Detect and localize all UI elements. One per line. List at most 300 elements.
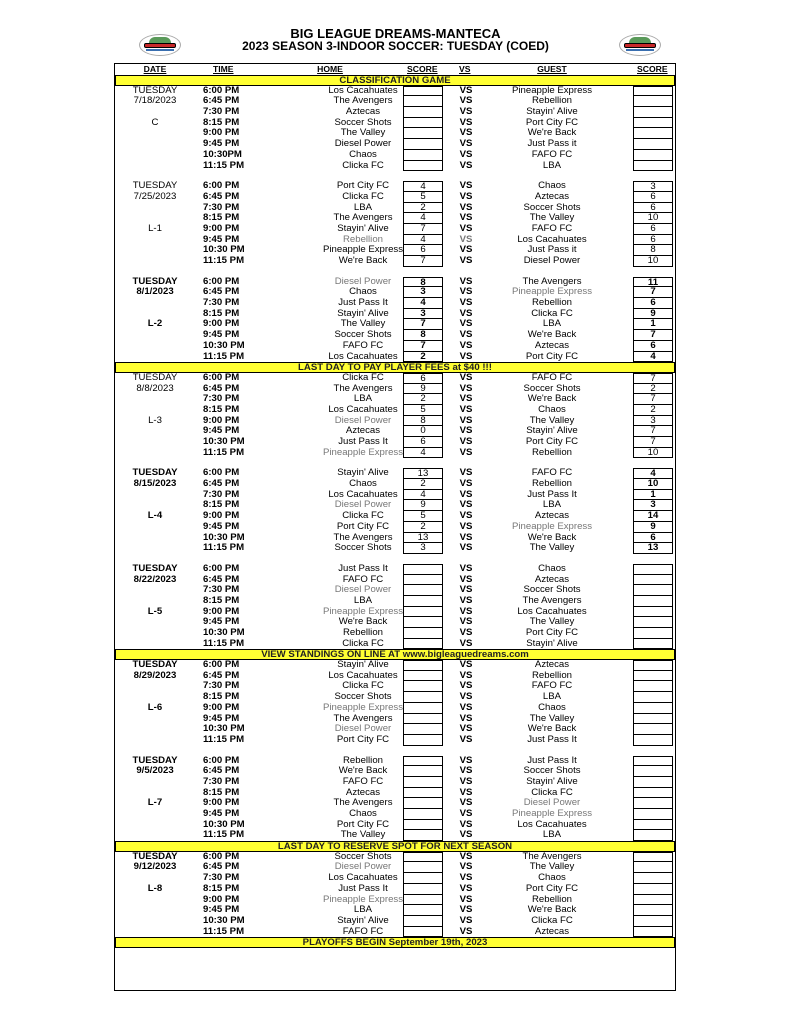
game-time: 9:45 PM — [203, 616, 240, 628]
home-team: Los Cacahuates — [328, 84, 398, 96]
vs-label: VS — [459, 797, 473, 809]
home-team: We're Back — [338, 255, 388, 266]
game-row — [115, 319, 675, 330]
guest-score: 7 — [633, 330, 673, 341]
game-row — [115, 724, 675, 735]
home-score: 7 — [403, 319, 443, 330]
guest-score — [633, 884, 673, 895]
vs-label: VS — [459, 436, 473, 447]
guest-team: Aztecas — [534, 573, 570, 585]
home-score: 2 — [403, 522, 443, 533]
home-team: LBA — [353, 594, 373, 606]
game-time: 11:15 PM — [203, 446, 245, 458]
guest-team: Soccer Shots — [523, 201, 581, 213]
home-team: Clicka FC — [342, 637, 384, 649]
game-time: 11:15 PM — [203, 925, 245, 937]
guest-score — [633, 617, 673, 628]
home-team: Soccer Shots — [334, 116, 392, 128]
game-time: 7:30 PM — [203, 201, 240, 213]
guest-team: Chaos — [538, 701, 566, 713]
game-row — [115, 224, 675, 235]
vs-label: VS — [459, 339, 473, 351]
column-header-score-guest: SCORE — [637, 64, 668, 74]
game-time: 9:45 PM — [203, 808, 240, 819]
game-date: C — [151, 116, 159, 128]
game-date: TUESDAY — [132, 275, 178, 287]
home-team: Clicka FC — [342, 190, 384, 202]
guest-team: We're Back — [527, 393, 577, 405]
guest-team: Soccer Shots — [523, 765, 581, 777]
week-spacer — [115, 554, 675, 564]
game-time: 6:45 PM — [203, 861, 240, 873]
home-team: The Avengers — [333, 712, 393, 724]
game-row — [115, 416, 675, 427]
vs-label: VS — [459, 562, 473, 574]
guest-score — [633, 139, 673, 150]
game-time: 9:45 PM — [203, 520, 240, 532]
home-score — [403, 681, 443, 692]
game-time: 8:15 PM — [203, 403, 240, 415]
home-score — [403, 86, 443, 97]
game-time: 7:30 PM — [203, 297, 240, 309]
home-score: 7 — [403, 341, 443, 352]
vs-label: VS — [459, 594, 473, 606]
guest-score — [633, 681, 673, 692]
guest-score — [633, 756, 673, 767]
home-score — [403, 916, 443, 927]
home-team: Los Cacahuates — [328, 350, 398, 362]
game-time: 6:00 PM — [203, 180, 240, 192]
game-time: 8:15 PM — [203, 116, 240, 128]
home-score: 7 — [403, 224, 443, 235]
game-time: 6:00 PM — [203, 84, 240, 96]
home-score: 4 — [403, 181, 443, 192]
game-time: 6:45 PM — [203, 382, 240, 394]
home-score — [403, 628, 443, 639]
guest-score: 3 — [633, 416, 673, 427]
guest-team: FAFO FC — [531, 371, 573, 383]
vs-label: VS — [459, 627, 473, 638]
guest-team: Diesel Power — [523, 255, 581, 266]
guest-score — [633, 724, 673, 735]
home-score — [403, 830, 443, 841]
home-score — [403, 575, 443, 586]
home-score — [403, 161, 443, 172]
home-team: LBA — [353, 393, 373, 405]
banner-reserve: LAST DAY TO RESERVE SPOT FOR NEXT SEASON — [115, 841, 675, 852]
game-time: 11:15 PM — [203, 733, 245, 745]
guest-team: Aztecas — [534, 510, 570, 522]
league-logo-icon — [139, 34, 181, 56]
guest-team: Aztecas — [534, 659, 570, 671]
guest-score — [633, 862, 673, 873]
home-team: Stayin' Alive — [337, 914, 389, 926]
game-time: 6:00 PM — [203, 467, 240, 479]
guest-score — [633, 607, 673, 618]
week-spacer — [115, 746, 675, 756]
home-team: LBA — [353, 201, 373, 213]
guest-score: 7 — [633, 373, 673, 384]
guest-score: 3 — [633, 500, 673, 511]
game-row — [115, 500, 675, 511]
home-team: Pineapple Express — [323, 446, 403, 458]
game-row — [115, 830, 675, 841]
home-score — [403, 607, 443, 618]
home-score: 4 — [403, 235, 443, 246]
home-team: Soccer Shots — [334, 329, 392, 341]
guest-team: Pineapple Express — [512, 808, 592, 819]
game-row — [115, 852, 675, 863]
guest-score: 7 — [633, 426, 673, 437]
home-team: FAFO FC — [342, 775, 384, 787]
vs-label: VS — [459, 286, 473, 298]
guest-team: The Valley — [529, 616, 575, 628]
guest-score — [633, 895, 673, 906]
vs-label: VS — [459, 861, 473, 873]
home-team: Diesel Power — [334, 414, 392, 426]
game-date: TUESDAY — [132, 659, 178, 671]
home-score: 13 — [403, 468, 443, 479]
game-date: L-3 — [148, 414, 162, 426]
home-score: 13 — [403, 533, 443, 544]
guest-score — [633, 873, 673, 884]
game-date: 8/22/2023 — [133, 573, 177, 585]
guest-score: 10 — [633, 213, 673, 224]
league-logo-icon — [619, 34, 661, 56]
game-row — [115, 820, 675, 831]
guest-score — [633, 639, 673, 650]
vs-label: VS — [459, 914, 473, 926]
home-team: Aztecas — [345, 106, 381, 118]
guest-team: Soccer Shots — [523, 584, 581, 596]
vs-label: VS — [459, 659, 473, 671]
guest-team: LBA — [542, 318, 562, 330]
game-row — [115, 522, 675, 533]
guest-score — [633, 596, 673, 607]
home-score: 2 — [403, 203, 443, 214]
vs-label: VS — [459, 350, 473, 362]
home-team: Los Cacahuates — [328, 669, 398, 681]
home-team: Port City FC — [336, 733, 390, 745]
home-team: Port City FC — [336, 180, 390, 192]
home-team: Los Cacahuates — [328, 488, 398, 500]
guest-team: The Valley — [529, 542, 575, 554]
home-score: 6 — [403, 437, 443, 448]
home-score: 6 — [403, 245, 443, 256]
home-team: FAFO FC — [342, 925, 384, 937]
home-score — [403, 585, 443, 596]
game-date: TUESDAY — [132, 84, 178, 96]
guest-team: Stayin' Alive — [526, 425, 578, 437]
vs-label: VS — [459, 233, 473, 245]
game-time: 9:45 PM — [203, 329, 240, 341]
game-row — [115, 895, 675, 906]
vs-label: VS — [459, 712, 473, 724]
home-score — [403, 862, 443, 873]
game-date: TUESDAY — [132, 180, 178, 192]
guest-score: 10 — [633, 448, 673, 459]
home-team: Just Pass It — [338, 297, 388, 309]
vs-label: VS — [459, 808, 473, 819]
guest-score: 6 — [633, 235, 673, 246]
guest-team: LBA — [542, 499, 562, 511]
game-time: 8:15 PM — [203, 499, 240, 511]
home-team: Chaos — [349, 286, 377, 298]
week-spacer — [115, 171, 675, 181]
home-score — [403, 596, 443, 607]
guest-score — [633, 575, 673, 586]
game-time: 9:00 PM — [203, 222, 240, 234]
home-team: Chaos — [349, 478, 377, 490]
home-score: 4 — [403, 298, 443, 309]
guest-score: 6 — [633, 341, 673, 352]
banner-playoffs: PLAYOFFS BEGIN September 19th, 2023 — [115, 937, 675, 948]
guest-score — [633, 766, 673, 777]
game-time: 9:45 PM — [203, 233, 240, 245]
game-time: 10:30 PM — [203, 339, 245, 351]
guest-team: Stayin' Alive — [526, 775, 578, 787]
guest-team: Stayin' Alive — [526, 637, 578, 649]
guest-score: 6 — [633, 203, 673, 214]
game-time: 8:15 PM — [203, 212, 240, 224]
game-date: 8/8/2023 — [136, 382, 174, 394]
home-score: 9 — [403, 384, 443, 395]
guest-score: 7 — [633, 287, 673, 298]
home-team: The Avengers — [333, 95, 393, 107]
home-score: 2 — [403, 352, 443, 363]
vs-label: VS — [459, 467, 473, 479]
home-team: Just Pass It — [338, 436, 388, 447]
guest-score — [633, 798, 673, 809]
guest-score: 7 — [633, 437, 673, 448]
game-time: 9:00 PM — [203, 893, 240, 905]
game-time: 8:15 PM — [203, 882, 240, 894]
guest-score — [633, 735, 673, 746]
home-score: 5 — [403, 192, 443, 203]
game-time: 7:30 PM — [203, 488, 240, 500]
guest-score — [633, 916, 673, 927]
column-header-vs: VS — [459, 64, 471, 74]
home-score — [403, 884, 443, 895]
home-score: 3 — [403, 543, 443, 554]
home-team: Stayin' Alive — [337, 307, 389, 319]
game-row — [115, 426, 675, 437]
game-time: 6:45 PM — [203, 190, 240, 202]
vs-label: VS — [459, 882, 473, 894]
guest-score: 6 — [633, 224, 673, 235]
game-time: 11:15 PM — [203, 255, 245, 266]
home-team: Just Pass It — [338, 562, 388, 574]
vs-label: VS — [459, 754, 473, 766]
vs-label: VS — [459, 403, 473, 415]
home-team: Pineapple Express — [323, 893, 403, 905]
game-row — [115, 128, 675, 139]
home-score: 4 — [403, 213, 443, 224]
game-date: TUESDAY — [132, 562, 178, 574]
home-team: Port City FC — [336, 520, 390, 532]
vs-label: VS — [459, 850, 473, 862]
home-score: 4 — [403, 448, 443, 459]
vs-label: VS — [459, 605, 473, 617]
game-time: 9:45 PM — [203, 904, 240, 916]
game-row — [115, 905, 675, 916]
guest-team: Port City FC — [525, 116, 579, 128]
game-time: 6:00 PM — [203, 275, 240, 287]
guest-team: Port City FC — [525, 627, 579, 638]
guest-team: Pineapple Express — [512, 520, 592, 532]
home-team: Soccer Shots — [334, 850, 392, 862]
game-time: 7:30 PM — [203, 106, 240, 118]
vs-label: VS — [459, 818, 473, 830]
vs-label: VS — [459, 701, 473, 713]
guest-team: LBA — [542, 829, 562, 841]
guest-team: LBA — [542, 691, 562, 703]
guest-score: 6 — [633, 192, 673, 203]
guest-team: Rebellion — [531, 478, 572, 490]
game-time: 9:45 PM — [203, 138, 240, 150]
game-date: 7/25/2023 — [133, 190, 177, 202]
guest-score: 9 — [633, 309, 673, 320]
game-time: 7:30 PM — [203, 393, 240, 405]
game-date: TUESDAY — [132, 371, 178, 383]
vs-label: VS — [459, 680, 473, 692]
guest-team: Just Pass It — [527, 488, 577, 500]
game-row — [115, 756, 675, 767]
game-time: 8:15 PM — [203, 691, 240, 703]
home-team: Los Cacahuates — [328, 872, 398, 884]
home-team: LBA — [353, 904, 373, 916]
guest-score: 2 — [633, 405, 673, 416]
guest-team: Clicka FC — [531, 786, 573, 798]
home-score: 8 — [403, 330, 443, 341]
home-score — [403, 873, 443, 884]
vs-label: VS — [459, 371, 473, 383]
guest-score: 11 — [633, 277, 673, 288]
game-row — [115, 617, 675, 628]
vs-label: VS — [459, 95, 473, 107]
home-team: Stayin' Alive — [337, 659, 389, 671]
home-team: Diesel Power — [334, 584, 392, 596]
game-date: L-8 — [147, 882, 163, 894]
game-row — [115, 213, 675, 224]
vs-label: VS — [459, 212, 473, 224]
guest-score: 10 — [633, 479, 673, 490]
guest-team: Chaos — [538, 562, 566, 574]
home-score — [403, 703, 443, 714]
game-time: 10:30 PM — [203, 244, 245, 256]
game-date: TUESDAY — [132, 850, 178, 862]
guest-team: Chaos — [538, 180, 566, 192]
home-score: 0 — [403, 426, 443, 437]
game-date: TUESDAY — [132, 754, 178, 766]
guest-score — [633, 830, 673, 841]
vs-label: VS — [459, 775, 473, 787]
game-row — [115, 543, 675, 554]
home-team: FAFO FC — [342, 339, 384, 351]
game-row — [115, 916, 675, 927]
home-score — [403, 617, 443, 628]
game-time: 6:45 PM — [203, 765, 240, 777]
game-row — [115, 245, 675, 256]
game-time: 9:45 PM — [203, 425, 240, 437]
home-score: 8 — [403, 416, 443, 427]
home-score: 7 — [403, 256, 443, 267]
home-team: Clicka FC — [342, 680, 384, 692]
guest-team: Pineapple Express — [512, 286, 592, 298]
guest-team: Stayin' Alive — [526, 106, 578, 118]
home-team: FAFO FC — [342, 573, 384, 585]
home-team: Pineapple Express — [323, 244, 403, 256]
vs-label: VS — [459, 786, 473, 798]
game-date: L-1 — [148, 222, 162, 234]
guest-team: Los Cacahuates — [517, 233, 587, 245]
game-row — [115, 352, 675, 363]
game-time: 11:15 PM — [203, 159, 245, 171]
home-team: Diesel Power — [334, 138, 392, 150]
home-score — [403, 128, 443, 139]
home-score — [403, 735, 443, 746]
vs-label: VS — [459, 669, 473, 681]
guest-team: The Valley — [529, 414, 575, 426]
game-row — [115, 671, 675, 682]
home-score — [403, 660, 443, 671]
guest-score: 10 — [633, 256, 673, 267]
guest-score: 3 — [633, 181, 673, 192]
home-score — [403, 798, 443, 809]
vs-label: VS — [459, 616, 473, 628]
guest-score — [633, 107, 673, 118]
vs-label: VS — [459, 510, 473, 522]
game-row — [115, 139, 675, 150]
guest-team: The Avengers — [522, 594, 582, 606]
guest-team: Rebellion — [531, 893, 572, 905]
home-score: 8 — [403, 277, 443, 288]
vs-label: VS — [459, 478, 473, 490]
game-date: 9/5/2023 — [136, 765, 174, 777]
vs-label: VS — [459, 542, 473, 554]
vs-label: VS — [459, 318, 473, 330]
home-team: The Avengers — [333, 212, 393, 224]
game-row — [115, 809, 675, 820]
home-team: Stayin' Alive — [337, 222, 389, 234]
game-row — [115, 405, 675, 416]
game-time: 7:30 PM — [203, 872, 240, 884]
guest-score — [633, 118, 673, 129]
home-score — [403, 905, 443, 916]
guest-team: FAFO FC — [531, 680, 573, 692]
home-team: Diesel Power — [334, 861, 392, 873]
vs-label: VS — [459, 393, 473, 405]
vs-label: VS — [459, 138, 473, 150]
game-row — [115, 681, 675, 692]
game-time: 9:45 PM — [203, 712, 240, 724]
home-score: 5 — [403, 405, 443, 416]
home-team: Diesel Power — [334, 499, 392, 511]
vs-label: VS — [459, 159, 473, 171]
game-row — [115, 203, 675, 214]
home-score — [403, 852, 443, 863]
home-score — [403, 96, 443, 107]
guest-team: Los Cacahuates — [517, 605, 587, 617]
banner-classification: CLASSIFICATION GAME — [115, 75, 675, 86]
guest-team: Rebellion — [531, 669, 572, 681]
game-time: 6:00 PM — [203, 850, 240, 862]
home-team: Aztecas — [345, 425, 381, 437]
game-time: 8:15 PM — [203, 786, 240, 798]
guest-team: Port City FC — [525, 882, 579, 894]
home-score — [403, 118, 443, 129]
game-row — [115, 639, 675, 650]
